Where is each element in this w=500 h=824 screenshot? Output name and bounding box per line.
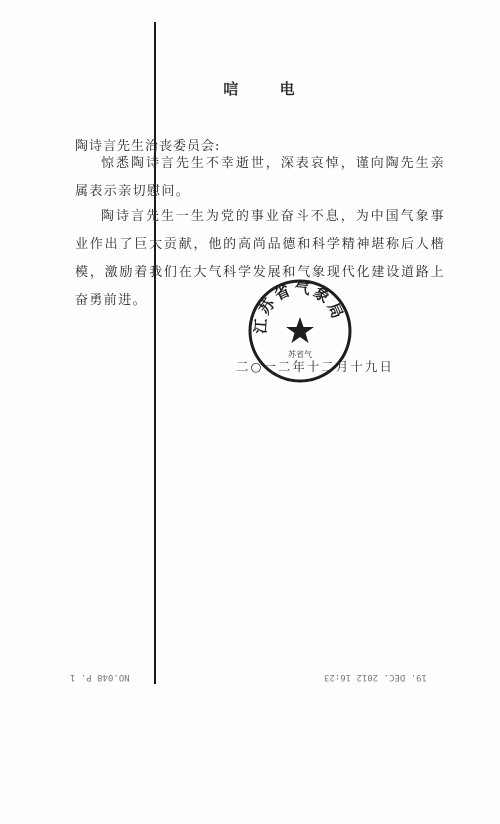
document-date: 二○一二年十二月十九日 — [236, 359, 394, 374]
seal-inner-text: 苏省气 — [288, 350, 312, 359]
paragraph-condolence: 惊悉陶诗言先生不幸逝世，深表哀悼，谨向陶先生亲属表示亲切慰问。 — [75, 156, 445, 199]
fax-scan-line — [154, 22, 156, 684]
document-title: 唁 电 — [223, 80, 313, 98]
seal-outer-text: 江苏省气象局 — [251, 278, 348, 335]
fax-page-number: NO.048 P. 1 — [70, 672, 130, 682]
fax-timestamp: 19. DEC. 2012 16:23 — [324, 672, 427, 682]
paragraph-tribute: 陶诗言先生一生为党的事业奋斗不息，为中国气象事业作出了巨大贡献，他的高尚品德和科学精神堪称后人楷模，激励着我们在大气科学发展和气象现代化建设道路上奋勇前进。 — [75, 209, 445, 308]
salutation: 陶诗言先生治丧委员会: — [75, 139, 221, 154]
